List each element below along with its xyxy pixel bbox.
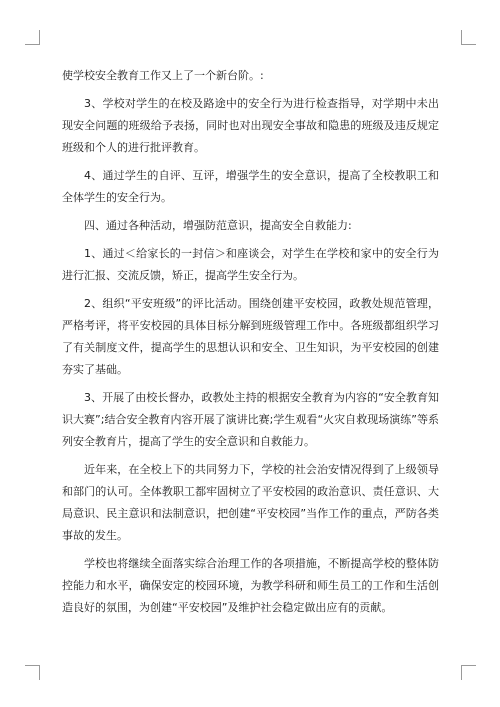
crop-mark-top-left	[25, 30, 40, 45]
paragraph-activity-2: 2、组织“平安班级”的评比活动。围绕创建平安校园，政教处规范管理，严格考评，将平安校园的具体目标分解到班级管理工作中。各班级都组织学习了有关制度文件，提高学生的思想认识和安全、卫生知识，为平安校园的创建夯实了基础。	[62, 297, 439, 376]
paragraph-continuation: 使学校安全教育工作又上了一个新台阶。:	[62, 69, 264, 82]
document-body	[62, 65, 439, 625]
crop-mark-bottom-left	[25, 665, 40, 680]
paragraph-item-3: 3、学校对学生的在校及路途中的安全行为进行检查指导，对学期中未出现安全问题的班级给予表扬，同时也对出现安全事故和隐患的班级及违反规定班级和个人的进行批评教育。	[62, 97, 439, 154]
section-heading-four: 四、通过各种活动，增强防范意识，提高安全自救能力:	[84, 219, 352, 232]
crop-mark-bottom-right	[461, 665, 476, 680]
paragraph-conclusion: 学校也将继续全面落实综合治理工作的各项措施，不断提高学校的整体防控能力和水平，确保安定的校园环境，为教学科研和师生员工的工作和生活创造良好的氛围，为创建“平安校园”及维护社会稳定做出应有的贡献。	[62, 557, 439, 614]
paragraph-item-4: 4、通过学生的自评、互评，增强学生的安全意识，提高了全校教职工和全体学生的安全行为。	[62, 169, 439, 204]
crop-mark-top-right	[461, 30, 476, 45]
paragraph-activity-3: 3、开展了由校长督办，政教处主持的根据安全教育为内容的“安全教育知识大赛”;结合安全教育内容开展了演讲比赛;学生观看“火灾自救现场演练”等系列安全教育片，提高了学生的安全意识和自救能力。	[62, 391, 439, 448]
paragraph-summary: 近年来，在全校上下的共同努力下，学校的社会治安情况得到了上级领导和部门的认可。全体教职工都牢固树立了平安校园的政治意识、责任意识、大局意识、民主意识和法制意识，把创建“平安校园”当作工作的重点，严防各类事故的发生。	[62, 463, 439, 542]
paragraph-activity-1: 1、通过＜给家长的一封信＞和座谈会，对学生在学校和家中的安全行为进行汇报、交流反馈，矫正，提高学生安全行为。	[62, 247, 439, 282]
